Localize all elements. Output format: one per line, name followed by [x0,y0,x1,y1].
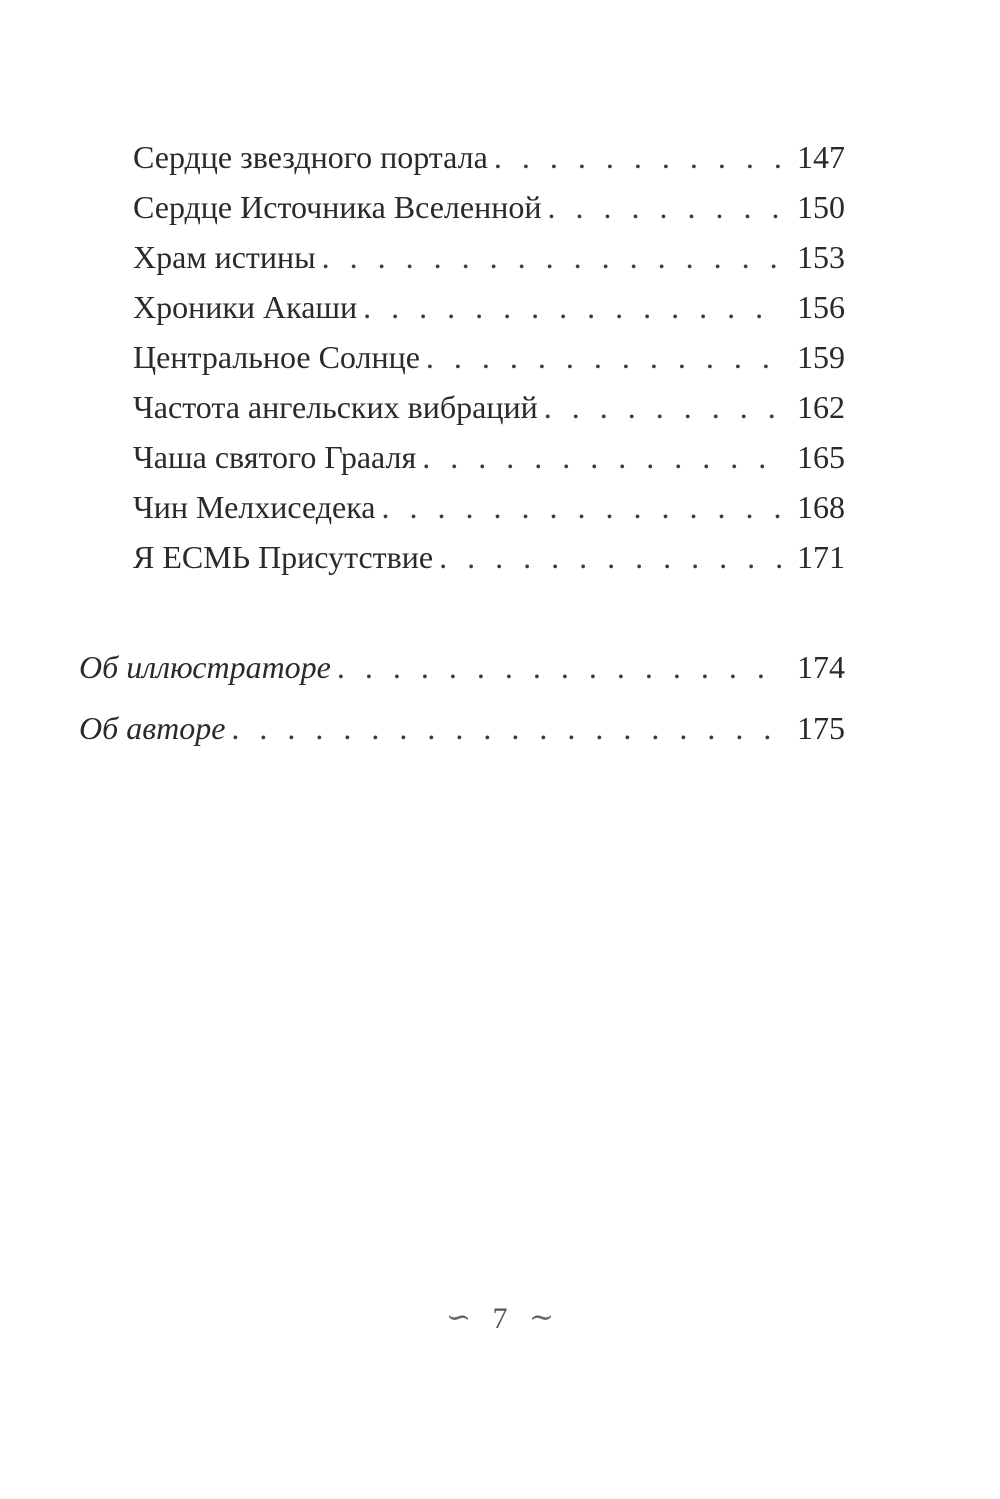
toc-entry[interactable] [133,182,845,232]
toc-entry-page: 171 [797,539,845,575]
toc-entry-title: Чин Мелхиседека [133,489,376,525]
toc-entry-page: 156 [797,289,845,325]
toc-entry[interactable] [133,482,845,532]
dot-leader [322,232,781,282]
toc-appendix-entry[interactable] [79,642,845,692]
toc-entry[interactable] [133,132,845,182]
toc-entry-title: Чаша святого Грааля [133,439,417,475]
toc-entry-title: Сердце Источника Вселенной [133,189,542,225]
toc-entry[interactable] [133,232,845,282]
dot-leader [544,382,781,432]
toc-entry-title: Об иллюстраторе [79,649,331,685]
toc-entry-title: Сердце звездного портала [133,139,488,175]
toc-entry[interactable] [133,282,845,332]
toc-entry-title: Центральное Солнце [133,339,420,375]
toc-entry-title: Об авторе [79,710,226,746]
toc-entry[interactable] [133,332,845,382]
dot-leader [439,532,781,582]
toc-entry-page: 175 [797,710,845,746]
toc-entry[interactable] [133,382,845,432]
toc-entry-page: 159 [797,339,845,375]
page-footer [0,1300,1000,1337]
toc-entry[interactable] [133,432,845,482]
dot-leader [494,132,781,182]
page-number: 7 [492,1302,508,1336]
toc-appendix-entry[interactable] [79,703,845,753]
ornament-swirl-icon: ∽ [445,1300,471,1334]
toc-entry[interactable] [133,532,845,582]
ornament-swirl-icon: ∽ [529,1300,555,1334]
toc-entry-title: Я ЕСМЬ Присутствие [133,539,434,575]
toc-entry-page: 168 [797,489,845,525]
toc-entry-page: 147 [797,139,845,175]
toc-entry-title: Хроники Акаши [133,289,358,325]
toc-entry-page: 150 [797,189,845,225]
toc-entry-page: 165 [797,439,845,475]
dot-leader [426,332,781,382]
dot-leader [422,432,781,482]
toc-entry-page: 153 [797,239,845,275]
dot-leader [382,482,782,532]
dot-leader [231,703,781,753]
dot-leader [337,642,781,692]
toc-entry-title: Частота ангельских вибраций [133,389,538,425]
toc-entry-page: 174 [797,649,845,685]
toc-entry-page: 162 [797,389,845,425]
toc-entry-title: Храм истины [133,239,316,275]
dot-leader [363,282,781,332]
dot-leader [547,182,781,232]
